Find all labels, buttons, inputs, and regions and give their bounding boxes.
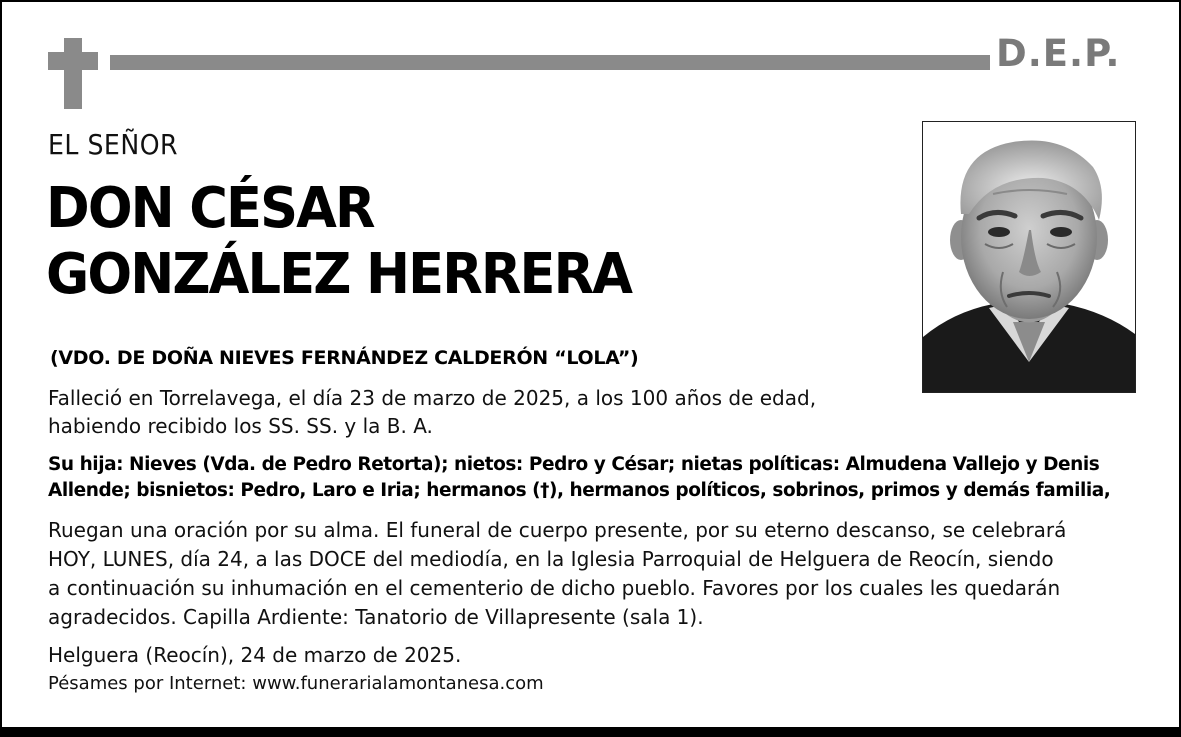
death-notice-line-1: Falleció en Torrelavega, el día 23 de marzo de 2025, a los 100 años de edad,	[48, 386, 817, 410]
funeral-line-2: HOY, LUNES, día 24, a las DOCE del mediodía, en la Iglesia Parroquial de Helguera de Reocín, siendo	[48, 547, 1054, 571]
condolences-website: Pésames por Internet: www.funerarialamontanesa.com	[48, 673, 544, 694]
death-notice-line-2: habiendo recibido los SS. SS. y la B. A.	[48, 414, 433, 438]
portrait-photo	[922, 121, 1136, 393]
funeral-details	[48, 516, 1066, 632]
funeral-line-4: agradecidos. Capilla Ardiente: Tanatorio de Villapresente (sala 1).	[48, 605, 704, 629]
honorific: EL SEÑOR	[48, 128, 179, 161]
dateline: Helguera (Reocín), 24 de marzo de 2025.	[48, 643, 462, 667]
widower-of: (VDO. DE DOÑA NIEVES FERNÁNDEZ CALDERÓN “LOLA”)	[50, 347, 639, 369]
funeral-line-3: a continuación su inhumación en el cementerio de dicho pueblo. Favores por los cuales les quedarán	[48, 576, 1061, 600]
bottom-border	[0, 727, 1181, 737]
portrait-illustration	[923, 122, 1135, 392]
dep-label: D.E.P.	[996, 32, 1121, 75]
cross-vertical-bar	[64, 38, 82, 109]
cross-horizontal-bar	[48, 52, 98, 70]
death-notice	[48, 384, 816, 440]
funeral-line-1: Ruegan una oración por su alma. El funeral de cuerpo presente, por su eterno descanso, se celebrará	[48, 518, 1067, 542]
name-line-1: DON CÉSAR	[46, 176, 374, 241]
deceased-name	[46, 176, 631, 308]
header-rule	[110, 55, 990, 70]
family-line-2: Allende; bisnietos: Pedro, Laro e Iria; hermanos (†), hermanos políticos, sobrinos, primos y demás familia,	[48, 480, 1111, 501]
family-line-1: Su hija: Nieves (Vda. de Pedro Retorta); nietos: Pedro y César; nietas políticas: Almudena Vallejo y Denis	[48, 454, 1100, 475]
family-list	[48, 452, 1110, 504]
name-line-2: GONZÁLEZ HERRERA	[46, 242, 632, 307]
